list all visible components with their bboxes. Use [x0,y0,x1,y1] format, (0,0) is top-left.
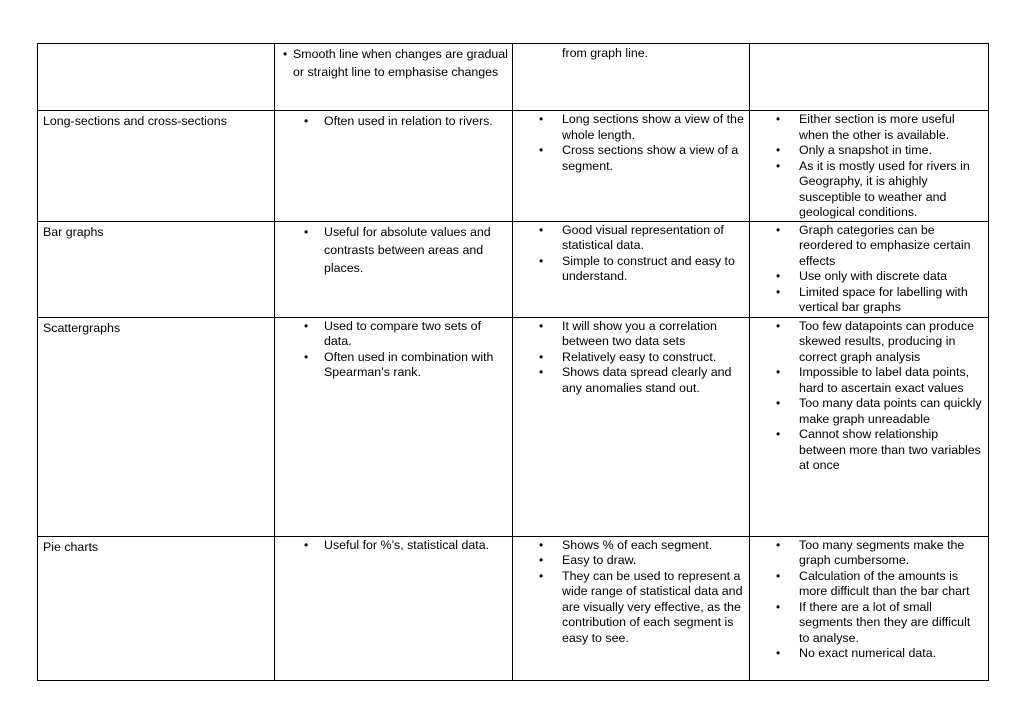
table-row [38,536,989,680]
disadvantages-cell [750,221,989,317]
technique-name [38,44,274,46]
list-item: • Useful for absolute values and contrasts between areas and places. [275,223,508,277]
table-row [38,111,989,222]
list-item: • Often used in relation to rivers. [275,112,508,130]
advantages-cell [513,44,750,111]
advantages-cell [513,536,750,680]
list-item: • Often used in combination with Spearman’s rank. [275,350,508,381]
disadvantages-list [750,111,988,221]
table-row [38,221,989,317]
technique-name: Bar graphs [43,224,104,239]
list-item: • Limited space for labelling with vertical bar graphs [750,285,984,316]
list-item: • Smooth line when changes are gradual or straight line to emphasise changes [275,45,508,81]
list-item: • Either section is more useful when the other is available. [750,112,984,143]
list-item: • Calculation of the amounts is more difficult than the bar chart [750,569,984,600]
list-item: • Easy to draw. [513,553,745,569]
advantages-list [513,222,749,285]
list-item: • No exact numerical data. [750,646,984,662]
list-item: • Graph categories can be reordered to emphasize certain effects [750,223,984,270]
technique-cell [38,317,275,536]
uses-list [275,222,512,277]
advantages-cell [513,111,750,222]
list-item: • Good visual representation of statistical data. [513,223,745,254]
list-item: • Shows data spread clearly and any anomalies stand out. [513,365,745,396]
list-item: • They can be used to represent a wide range of statistical data and are visually very effective, as the contribution of each segment is easy to see. [513,569,745,647]
uses-cell [275,111,513,222]
list-item: • As it is mostly used for rivers in Geography, it is ahighly susceptible to weather and geological conditions. [750,159,984,221]
uses-cell [275,44,513,111]
list-item: • Simple to construct and easy to understand. [513,254,745,285]
disadvantages-cell [750,111,989,222]
technique-cell [38,111,275,222]
advantages-list [513,537,749,647]
list-item: • Useful for %’s, statistical data. [275,538,508,554]
list-item: • If there are a lot of small segments then they are difficult to analyse. [750,600,984,647]
list-item: • Use only with discrete data [750,269,984,285]
list-item: • Too few datapoints can produce skewed results, producing in correct graph analysis [750,319,984,366]
technique-cell [38,44,275,111]
uses-list [275,44,512,81]
advantages-continuation: from graph line. [562,46,649,60]
list-item: • Long sections show a view of the whole length. [513,112,745,143]
disadvantages-list [750,222,988,316]
list-item: • Used to compare two sets of data. [275,319,508,350]
list-item: • Only a snapshot in time. [750,143,984,159]
disadvantages-cell [750,44,989,111]
list-item: • Shows % of each segment. [513,538,745,554]
technique-cell [38,221,275,317]
uses-list [275,111,512,130]
disadvantages-list [750,318,988,474]
disadvantages-list [750,537,988,662]
list-item: • Relatively easy to construct. [513,350,745,366]
list-item: • Cannot show relationship between more than two variables at once [750,427,984,474]
advantages-list [513,318,749,397]
list-item: • Too many data points can quickly make graph unreadable [750,396,984,427]
list-item: • Too many segments make the graph cumbersome. [750,538,984,569]
table-row [38,44,989,111]
technique-name: Scattergraphs [43,320,121,335]
list-item: • Cross sections show a view of a segment. [513,143,745,174]
uses-cell [275,317,513,536]
advantages-cell [513,317,750,536]
technique-cell [38,536,275,680]
advantages-list [513,111,749,174]
technique-name: Long-sections and cross-sections [43,114,227,128]
uses-list [275,537,512,554]
uses-cell [275,536,513,680]
list-item: • Impossible to label data points, hard to ascertain exact values [750,365,984,396]
technique-name: Pie charts [43,539,99,554]
comparison-table [37,43,989,681]
disadvantages-cell [750,536,989,680]
disadvantages-cell [750,317,989,536]
uses-cell [275,221,513,317]
list-item: • It will show you a correlation between two data sets [513,319,745,350]
advantages-cell [513,221,750,317]
table-row [38,317,989,536]
uses-list [275,318,512,381]
